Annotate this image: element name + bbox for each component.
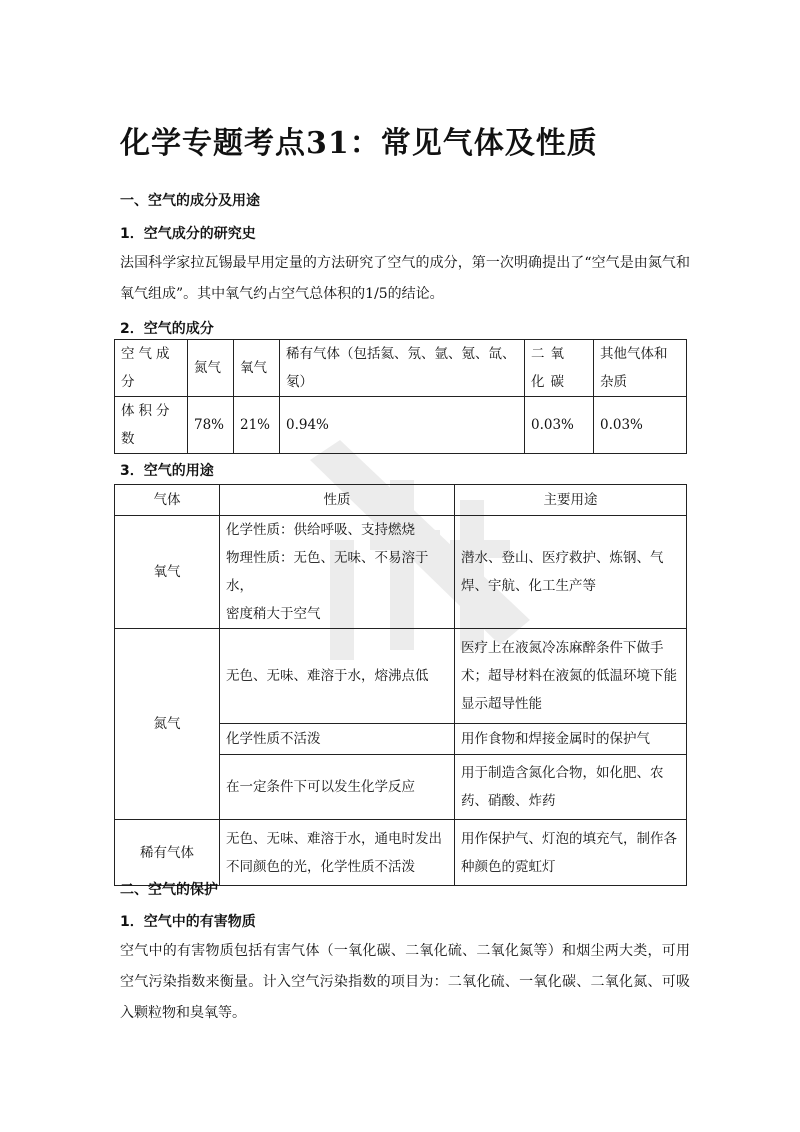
table-cell: 0.94% [280, 397, 525, 454]
gas-name-cell: 氧气 [115, 516, 220, 629]
use-cell: 用作食物和焊接金属时的保护气 [455, 724, 687, 755]
gas-name-cell: 氮气 [115, 629, 220, 820]
air-uses-table [114, 484, 687, 886]
use-cell: 医疗上在液氮冷冻麻醉条件下做手术；超导材料在液氮的低温环境下能显示超导性能 [455, 629, 687, 724]
air-composition-table [114, 339, 687, 454]
table-cell: 0.03% [594, 397, 687, 454]
table-cell: 空气成分 [115, 340, 188, 397]
property-cell: 无色、无味、难溶于水，熔沸点低 [220, 629, 455, 724]
table-cell: 二氧化碳 [525, 340, 594, 397]
property-cell: 无色、无味、难溶于水，通电时发出不同颜色的光，化学性质不活泼 [220, 820, 455, 886]
property-cell: 在一定条件下可以发生化学反应 [220, 755, 455, 820]
subheading-air-components: 2．空气的成分 [120, 321, 214, 337]
table-cell: 21% [234, 397, 280, 454]
property-cell [220, 516, 455, 629]
subheading-air-uses: 3．空气的用途 [120, 463, 214, 479]
property-line: 化学性质：供给呼吸、支持燃烧 [226, 522, 415, 538]
table-header-cell: 主要用途 [455, 485, 687, 516]
property-cell: 化学性质不活泼 [220, 724, 455, 755]
paragraph-research-history: 法国科学家拉瓦锡最早用定量的方法研究了空气的成分，第一次明确提出了“空气是由氮气和氧气组成”。其中氧气约占空气总体积的1/5的结论。 [120, 255, 690, 302]
page-title: 化学专题考点31：常见气体及性质 [120, 126, 598, 161]
use-cell: 用作保护气、灯泡的填充气，制作各种颜色的霓虹灯 [455, 820, 687, 886]
table-row [115, 397, 687, 454]
subheading-research-history: 1．空气成分的研究史 [120, 226, 256, 242]
subheading-harmful-substances: 1．空气中的有害物质 [120, 914, 256, 930]
gas-name-cell: 稀有气体 [115, 820, 220, 886]
table-cell: 稀有气体（包括氦、氖、氩、氪、氙、氡） [280, 340, 525, 397]
use-cell: 潜水、登山、医疗救护、炼钢、气焊、宇航、化工生产等 [455, 516, 687, 629]
table-row-noble-gas [115, 820, 687, 886]
table-cell: 氮气 [188, 340, 234, 397]
table-row-oxygen [115, 516, 687, 629]
property-line: 物理性质：无色、无味、不易溶于水， [226, 550, 429, 594]
table-row [115, 340, 687, 397]
table-cell: 其他气体和杂质 [594, 340, 687, 397]
table-cell: 氧气 [234, 340, 280, 397]
table-cell: 78% [188, 397, 234, 454]
table-row [115, 485, 687, 516]
property-line: 密度稍大于空气 [226, 606, 321, 622]
table-header-cell: 性质 [220, 485, 455, 516]
section-heading-air-composition: 一、空气的成分及用途 [120, 193, 260, 209]
table-cell: 0.03% [525, 397, 594, 454]
table-header-cell: 气体 [115, 485, 220, 516]
table-row-nitrogen [115, 629, 687, 724]
use-cell: 用于制造含氮化合物，如化肥、农药、硝酸、炸药 [455, 755, 687, 820]
table-cell: 体积分数 [115, 397, 188, 454]
section-heading-air-protection: 二、空气的保护 [120, 882, 218, 898]
paragraph-harmful-substances: 空气中的有害物质包括有害气体（一氧化碳、二氧化硫、二氧化氮等）和烟尘两大类，可用空气污染指数来衡量。计入空气污染指数的项目为：二氧化硫、一氧化碳、二氧化氮、可吸入颗粒物和臭氧等。 [120, 943, 690, 1021]
